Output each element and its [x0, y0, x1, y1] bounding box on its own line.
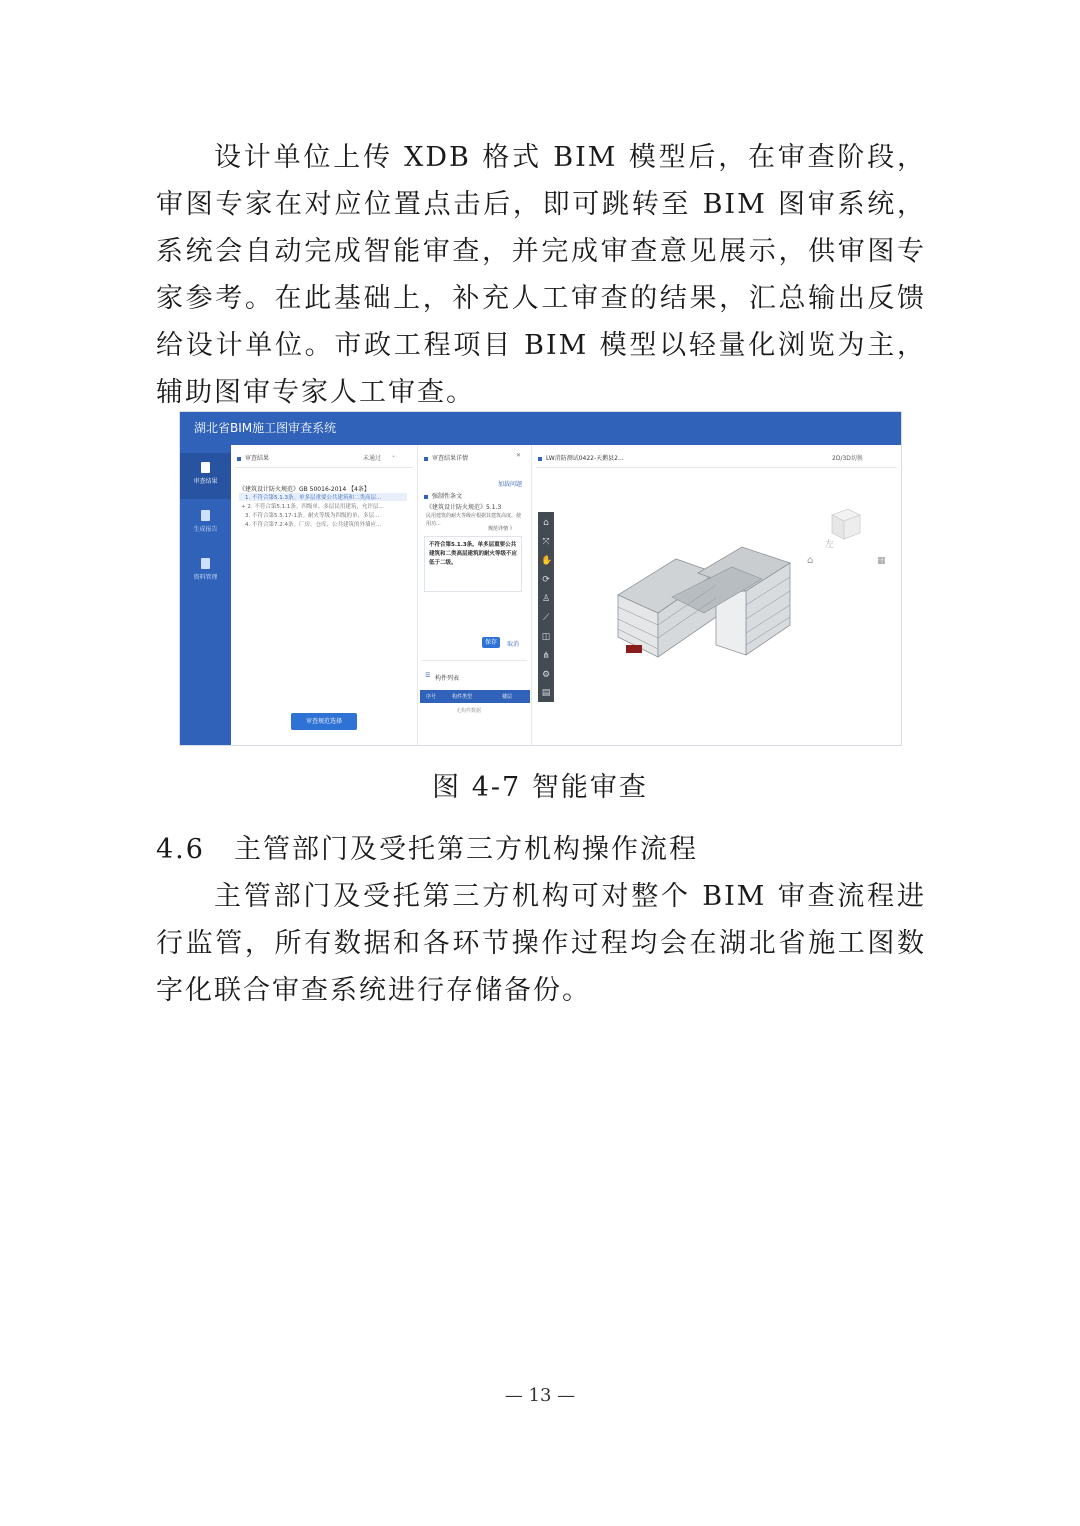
close-icon[interactable]: ✕ — [516, 452, 522, 459]
col-floor: 楼层 — [502, 694, 513, 700]
clause-text: 民用建筑的耐火等级应根据其建筑高度、使用功... — [426, 513, 522, 527]
section-icon[interactable]: ◫ — [541, 632, 551, 642]
section-heading — [156, 826, 698, 873]
viewer-toolbar — [538, 512, 554, 702]
nav-item-report[interactable]: 生成报告 — [180, 501, 231, 547]
results-panel — [231, 445, 418, 745]
report-icon — [201, 510, 210, 521]
detail-panel-title: 审查结果详情 — [424, 453, 468, 462]
divider — [536, 467, 897, 468]
section-number: 4.6 — [156, 834, 205, 865]
view-mode-toggle[interactable]: 2D/3D切换 — [832, 455, 863, 462]
fit-icon[interactable]: ⤧ — [542, 537, 550, 547]
grid-icon[interactable]: ▦ — [877, 556, 886, 566]
figure-caption: 图 4-7 智能审查 — [432, 772, 648, 803]
figure-screenshot — [179, 411, 902, 746]
component-table-header — [420, 690, 530, 703]
nav-item-results[interactable]: 审查结果 — [180, 453, 231, 499]
cancel-button[interactable]: 取消 — [507, 641, 520, 648]
list-icon: ☰ — [425, 672, 431, 679]
cube-face-label: 左 — [825, 540, 835, 550]
divider — [235, 467, 413, 468]
results-panel-title: 审查结果 — [237, 453, 269, 462]
detail-panel — [418, 445, 532, 745]
home-icon[interactable]: ⌂ — [807, 555, 814, 566]
issue-item-4[interactable]: 4. 不符合第7.2.4条。厂房、仓库、公共建筑的外墙应... — [245, 522, 382, 528]
standard-name[interactable]: 《建筑设计防火规范》GB 50016-2014 【4条】 — [239, 486, 370, 493]
measure-icon[interactable]: ⟋ — [542, 613, 550, 623]
walk-icon[interactable]: ♙ — [541, 594, 551, 604]
clause-more-link[interactable]: 规范详情 》 — [488, 526, 515, 532]
clause-ref: 《建筑设计防火规范》5.1.3 — [426, 504, 502, 511]
col-index: 序号 — [426, 694, 437, 700]
model-file-name: LW消防测试0422-天鹅县2... — [538, 453, 624, 462]
issue-item-2[interactable]: + 2. 不符合第5.1.1条。四级单、多层民用建筑，允许层... — [241, 504, 384, 510]
col-type: 构件类型 — [452, 694, 473, 700]
pan-icon[interactable]: ✋ — [541, 556, 553, 566]
app-title-bar — [180, 412, 901, 445]
settings-icon[interactable]: ⚙ — [541, 670, 551, 680]
section-title: 主管部门及受托第三方机构操作流程 — [234, 834, 698, 865]
standard-select-button[interactable]: 审查规范选择 — [291, 713, 357, 730]
document-icon — [201, 462, 210, 473]
comment-textarea[interactable]: 不符合第5.1.3条。单多层重要公共建筑和二类高层建筑的耐火等级不应低于二级。 — [424, 536, 522, 592]
tree-icon[interactable]: ⋔ — [542, 651, 550, 661]
component-list-title: 构件列表 — [435, 675, 460, 682]
model-viewer[interactable] — [532, 445, 901, 745]
page-number: — 13 — — [504, 1385, 576, 1406]
left-nav — [180, 445, 231, 745]
properties-icon[interactable]: ▤ — [541, 688, 551, 698]
clause-label: 强制性条文 — [424, 491, 462, 500]
issue-item-1[interactable]: 1. 不符合第5.1.3条。单多层重要公共建筑和二类高层... — [239, 493, 407, 501]
folder-icon — [201, 558, 210, 569]
highlighted-element — [626, 645, 642, 653]
body-paragraph-2: 主管部门及受托第三方机构可对整个 BIM 审查流程进行监管，所有数据和各环节操作过程均会在湖北省施工图数字化联合审查系统进行存储备份。 — [156, 881, 926, 1006]
save-button[interactable]: 保存 — [482, 637, 500, 648]
nav-item-files[interactable]: 资料管理 — [180, 549, 231, 595]
load-issue-link[interactable]: 加载问题 — [498, 481, 523, 488]
home-view-icon[interactable]: ⌂ — [543, 518, 549, 528]
app-title: 湖北省BIM施工图审查系统 — [194, 421, 337, 435]
issue-item-3[interactable]: 3. 不符合第5.5.17-1条。耐火等级为四级的单、多层... — [245, 513, 380, 519]
orbit-icon[interactable]: ⟳ — [542, 575, 550, 585]
status-filter[interactable]: 未通过 — [363, 455, 382, 462]
chevron-down-icon: ⌄ — [391, 452, 397, 459]
building-model — [612, 533, 797, 693]
divider — [422, 660, 527, 661]
empty-table-text: 无构件数据 — [456, 708, 482, 714]
body-paragraph-1: 设计单位上传 XDB 格式 BIM 模型后，在审查阶段，审图专家在对应位置点击后，即可跳转至 BIM 图审系统，系统会自动完成智能审查，并完成审查意见展示，供审图专家参考。在此基础上，补充人工审查的结果，汇总输出反馈给设计单位。市政工程项目 BIM 模型以轻量化浏览为主，辅助图审专家人工审查。 — [156, 142, 926, 408]
